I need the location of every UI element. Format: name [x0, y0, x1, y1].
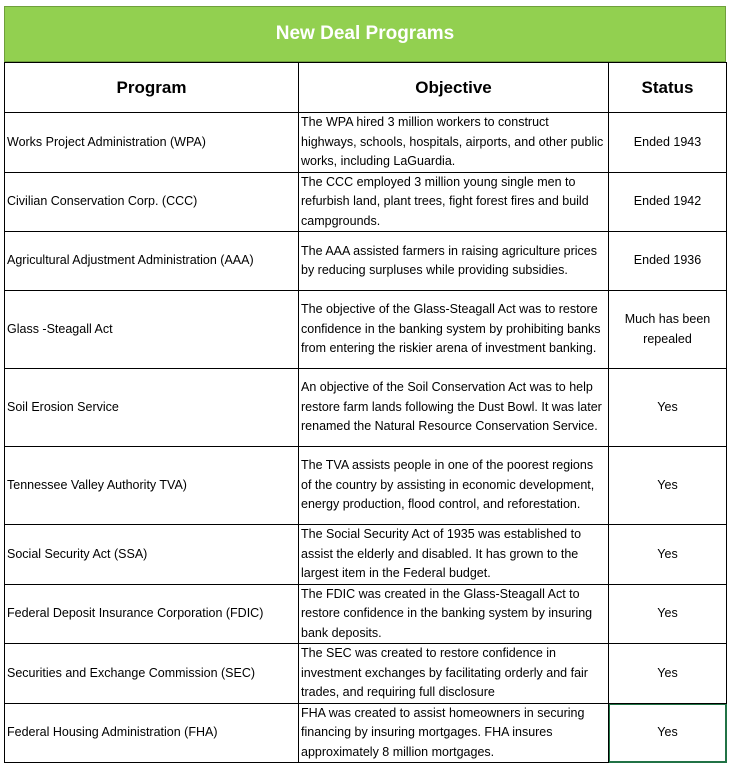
selected-status-cell[interactable]: Yes — [609, 703, 727, 763]
objective-cell[interactable]: The CCC employed 3 million young single men to refurbish land, plant trees, fight forest fires and build campgrounds. — [299, 172, 609, 232]
objective-cell[interactable]: The SEC was created to restore confidence in investment exchanges by facilitating orderly and fair trades, and requiring full disclosure — [299, 644, 609, 704]
status-cell[interactable]: Much has been repealed — [609, 291, 727, 369]
header-objective[interactable]: Objective — [299, 63, 609, 113]
table-row — [5, 113, 727, 173]
program-cell[interactable]: Tennessee Valley Authority TVA) — [5, 447, 299, 525]
table-row — [5, 232, 727, 291]
status-cell[interactable]: Yes — [609, 644, 727, 704]
table-row — [5, 703, 727, 763]
program-cell[interactable]: Federal Housing Administration (FHA) — [5, 703, 299, 763]
program-cell[interactable]: Civilian Conservation Corp. (CCC) — [5, 172, 299, 232]
program-cell[interactable]: Glass -Steagall Act — [5, 291, 299, 369]
program-cell[interactable]: Social Security Act (SSA) — [5, 525, 299, 585]
spreadsheet — [4, 6, 726, 763]
status-cell[interactable]: Yes — [609, 525, 727, 585]
program-cell[interactable]: Works Project Administration (WPA) — [5, 113, 299, 173]
table-row — [5, 291, 727, 369]
table-row — [5, 172, 727, 232]
header-row — [5, 63, 727, 113]
objective-cell[interactable]: The TVA assists people in one of the poorest regions of the country by assisting in economic development, energy production, flood control, and reforestation. — [299, 447, 609, 525]
header-status[interactable]: Status — [609, 63, 727, 113]
objective-cell[interactable]: The objective of the Glass-Steagall Act was to restore confidence in the banking system by prohibiting banks from entering the riskier arena of investment banking. — [299, 291, 609, 369]
objective-cell[interactable]: The FDIC was created in the Glass-Steagall Act to restore confidence in the banking system by insuring bank deposits. — [299, 584, 609, 644]
table-row — [5, 525, 727, 585]
table-row — [5, 369, 727, 447]
header-program[interactable]: Program — [5, 63, 299, 113]
program-cell[interactable]: Agricultural Adjustment Administration (AAA) — [5, 232, 299, 291]
program-cell[interactable]: Federal Deposit Insurance Corporation (FDIC) — [5, 584, 299, 644]
table-title[interactable] — [4, 6, 726, 62]
status-cell[interactable]: Yes — [609, 584, 727, 644]
objective-cell[interactable]: The AAA assisted farmers in raising agriculture prices by reducing surpluses while providing subsidies. — [299, 232, 609, 291]
table-row — [5, 584, 727, 644]
table-title-text: New Deal Programs — [275, 23, 455, 44]
status-cell[interactable]: Ended 1943 — [609, 113, 727, 173]
program-cell[interactable]: Soil Erosion Service — [5, 369, 299, 447]
objective-cell[interactable]: The WPA hired 3 million workers to construct highways, schools, hospitals, airports, and other public works, including LaGuardia. — [299, 113, 609, 173]
status-cell[interactable]: Yes — [609, 369, 727, 447]
status-cell[interactable]: Ended 1936 — [609, 232, 727, 291]
objective-cell[interactable]: FHA was created to assist homeowners in securing financing by insuring mortgages. FHA insures approximately 8 million mortgages. — [299, 703, 609, 763]
programs-table — [4, 62, 727, 763]
status-cell[interactable]: Ended 1942 — [609, 172, 727, 232]
status-cell[interactable]: Yes — [609, 447, 727, 525]
objective-cell[interactable]: The Social Security Act of 1935 was established to assist the elderly and disabled. It has grown to the largest item in the Federal budget. — [299, 525, 609, 585]
program-cell[interactable]: Securities and Exchange Commission (SEC) — [5, 644, 299, 704]
table-row — [5, 447, 727, 525]
table-row — [5, 644, 727, 704]
objective-cell[interactable]: An objective of the Soil Conservation Act was to help restore farm lands following the Dust Bowl. It was later renamed the Natural Resource Conservation Service. — [299, 369, 609, 447]
